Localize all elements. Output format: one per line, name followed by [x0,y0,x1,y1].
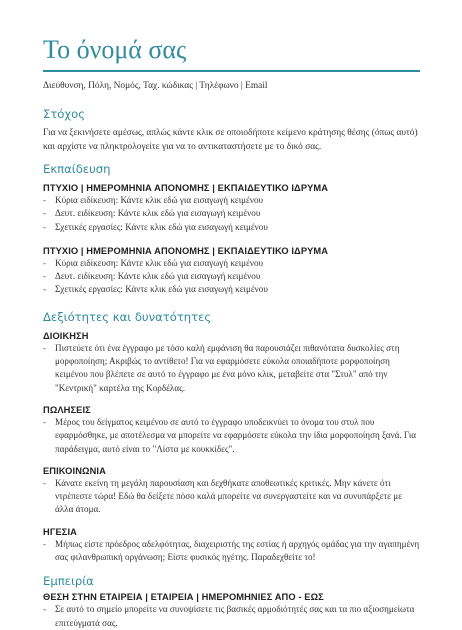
skill-heading[interactable]: ΗΓΕΣΙΑ [43,526,77,537]
skill-heading[interactable]: ΠΩΛΗΣΕΙΣ [43,404,91,415]
objective-title[interactable]: Στόχος [43,107,85,121]
list-item[interactable]: - Μήπως είστε πρόεδρος αδελφότητας, διαχειριστής της εστίας ή αρχηγός ομάδας για την αγαπημένη σας φιλανθρωπική οργάνωση; Είστε φυσικός ηγέτης. Παραδεχθείτε το! [43,538,420,565]
name-heading[interactable]: Το όνομά σας [43,35,187,64]
experience-entry [43,591,420,630]
list-item[interactable]: - Σχετικές εργασίες: Κάντε κλικ εδώ για εισαγωγή κειμένου [43,221,420,234]
skill-list [43,477,420,517]
education-entry-heading[interactable]: ΠΤΥΧΙΟ | ΗΜΕΡΟΜΗΝΙΑ ΑΠΟΝΟΜΗΣ | ΕΚΠΑΙΔΕΥΤΙΚΟ ΙΔΡΥΜΑ [43,245,329,256]
skill-heading[interactable]: ΔΙΟΙΚΗΣΗ [43,330,89,341]
skill-list [43,342,420,395]
list-item[interactable]: - Δευτ. ειδίκευση: Κάντε κλικ εδώ για εισαγωγή κειμένου [43,207,420,220]
skill-group [43,526,420,565]
skills-section [43,310,420,565]
education-entry [43,245,420,297]
skill-group [43,465,420,517]
education-entry-list [43,194,420,234]
education-entry [43,182,420,234]
education-entry-heading[interactable]: ΠΤΥΧΙΟ | ΗΜΕΡΟΜΗΝΙΑ ΑΠΟΝΟΜΗΣ | ΕΚΠΑΙΔΕΥΤΙΚΟ ΙΔΡΥΜΑ [43,183,329,193]
list-item[interactable]: - Σε αυτό το σημείο μπορείτε να συνοψίσετε τις βασικές αρμοδιότητές σας και τα πιο αξιοσημείωτα επιτεύγματά σας. [43,603,420,630]
skill-group [43,404,420,456]
experience-section [43,574,420,630]
list-item[interactable]: - Κύρια ειδίκευση: Κάντε κλικ εδώ για εισαγωγή κειμένου [43,257,420,270]
objective-text[interactable]: Για να ξεκινήσετε αμέσως, απλώς κάντε κλικ σε οποιοδήποτε κείμενο κράτησης θέσης (όπως αυτό) και αρχίστε να πληκτρολογείτε για να το αντικαταστήσετε με το δικό σας. [43,128,418,152]
list-item[interactable]: - Κύρια ειδίκευση: Κάντε κλικ εδώ για εισαγωγή κειμένου [43,194,420,207]
skills-title[interactable]: Δεξιότητες και δυνατότητες [43,309,212,324]
education-entry-list [43,257,420,297]
list-item[interactable]: - Κάνατε εκείνη τη μεγάλη παρουσίαση και δεχθήκατε αποθεωτικές κριτικές. Μην κάνετε ότι ντρέπεστε τώρα! Εδώ θα δείξετε πόσο καλά μπορείτε να συνεργαστείτε και να συνυπάρξετε με άλλα άτομα. [43,477,420,517]
education-section [43,162,420,297]
list-item[interactable]: - Δευτ. ειδίκευση: Κάντε κλικ εδώ για εισαγωγή κειμένου [43,270,420,283]
objective-section [43,107,420,154]
skill-group [43,330,420,395]
skill-list [43,538,420,565]
skill-list [43,416,420,456]
list-item[interactable]: - Μέρος του δείγματος κειμένου σε αυτό το έγγραφο υποδεικνύει το όνομα του στυλ που εφαρμόσθηκε, με αποτέλεσμα να μπορείτε να εφαρμόσετε εύκολα την ίδια μορφοποίηση ξανά. Για παράδειγμα, αυτό είναι το "Λίστα με κουκκίδες". [43,416,420,456]
header-rule [43,70,420,72]
education-title[interactable]: Εκπαίδευση [43,162,111,176]
experience-title[interactable]: Εμπειρία [43,574,94,589]
list-item[interactable]: - Σχετικές εργασίες: Κάντε κλικ εδώ για εισαγωγή κειμένου [43,283,420,296]
list-item[interactable]: - Πιστεύετε ότι ένα έγγραφο με τόσο καλή εμφάνιση θα παρουσιάζει πιθανότατα δυσκολίες στη μορφοποίηση; Ακριβώς το αντίθετο! Για να εφαρμόσετε εύκολα οποιαδήποτε μορφοποίηση κειμένου που βλέπετε σε αυτό το έγγραφο με ένα μόνο κλικ, μεταβείτε στα "Στυλ" από την "Κεντρική" καρτέλα της Κορδέλας. [43,342,420,395]
experience-list [43,603,420,630]
experience-heading[interactable]: ΘΕΣΗ ΣΤΗΝ ΕΤΑΙΡΕΙΑ | ΕΤΑΙΡΕΙΑ | ΗΜΕΡΟΜΗΝΙΕΣ ΑΠΟ - ΕΩΣ [43,592,324,603]
contact-info[interactable]: Διεύθυνση, Πόλη, Νομός, Ταχ. κώδικας | Τηλέφωνο | Email [43,81,268,91]
skill-heading[interactable]: ΕΠΙΚΟΙΝΩΝΙΑ [43,465,106,476]
